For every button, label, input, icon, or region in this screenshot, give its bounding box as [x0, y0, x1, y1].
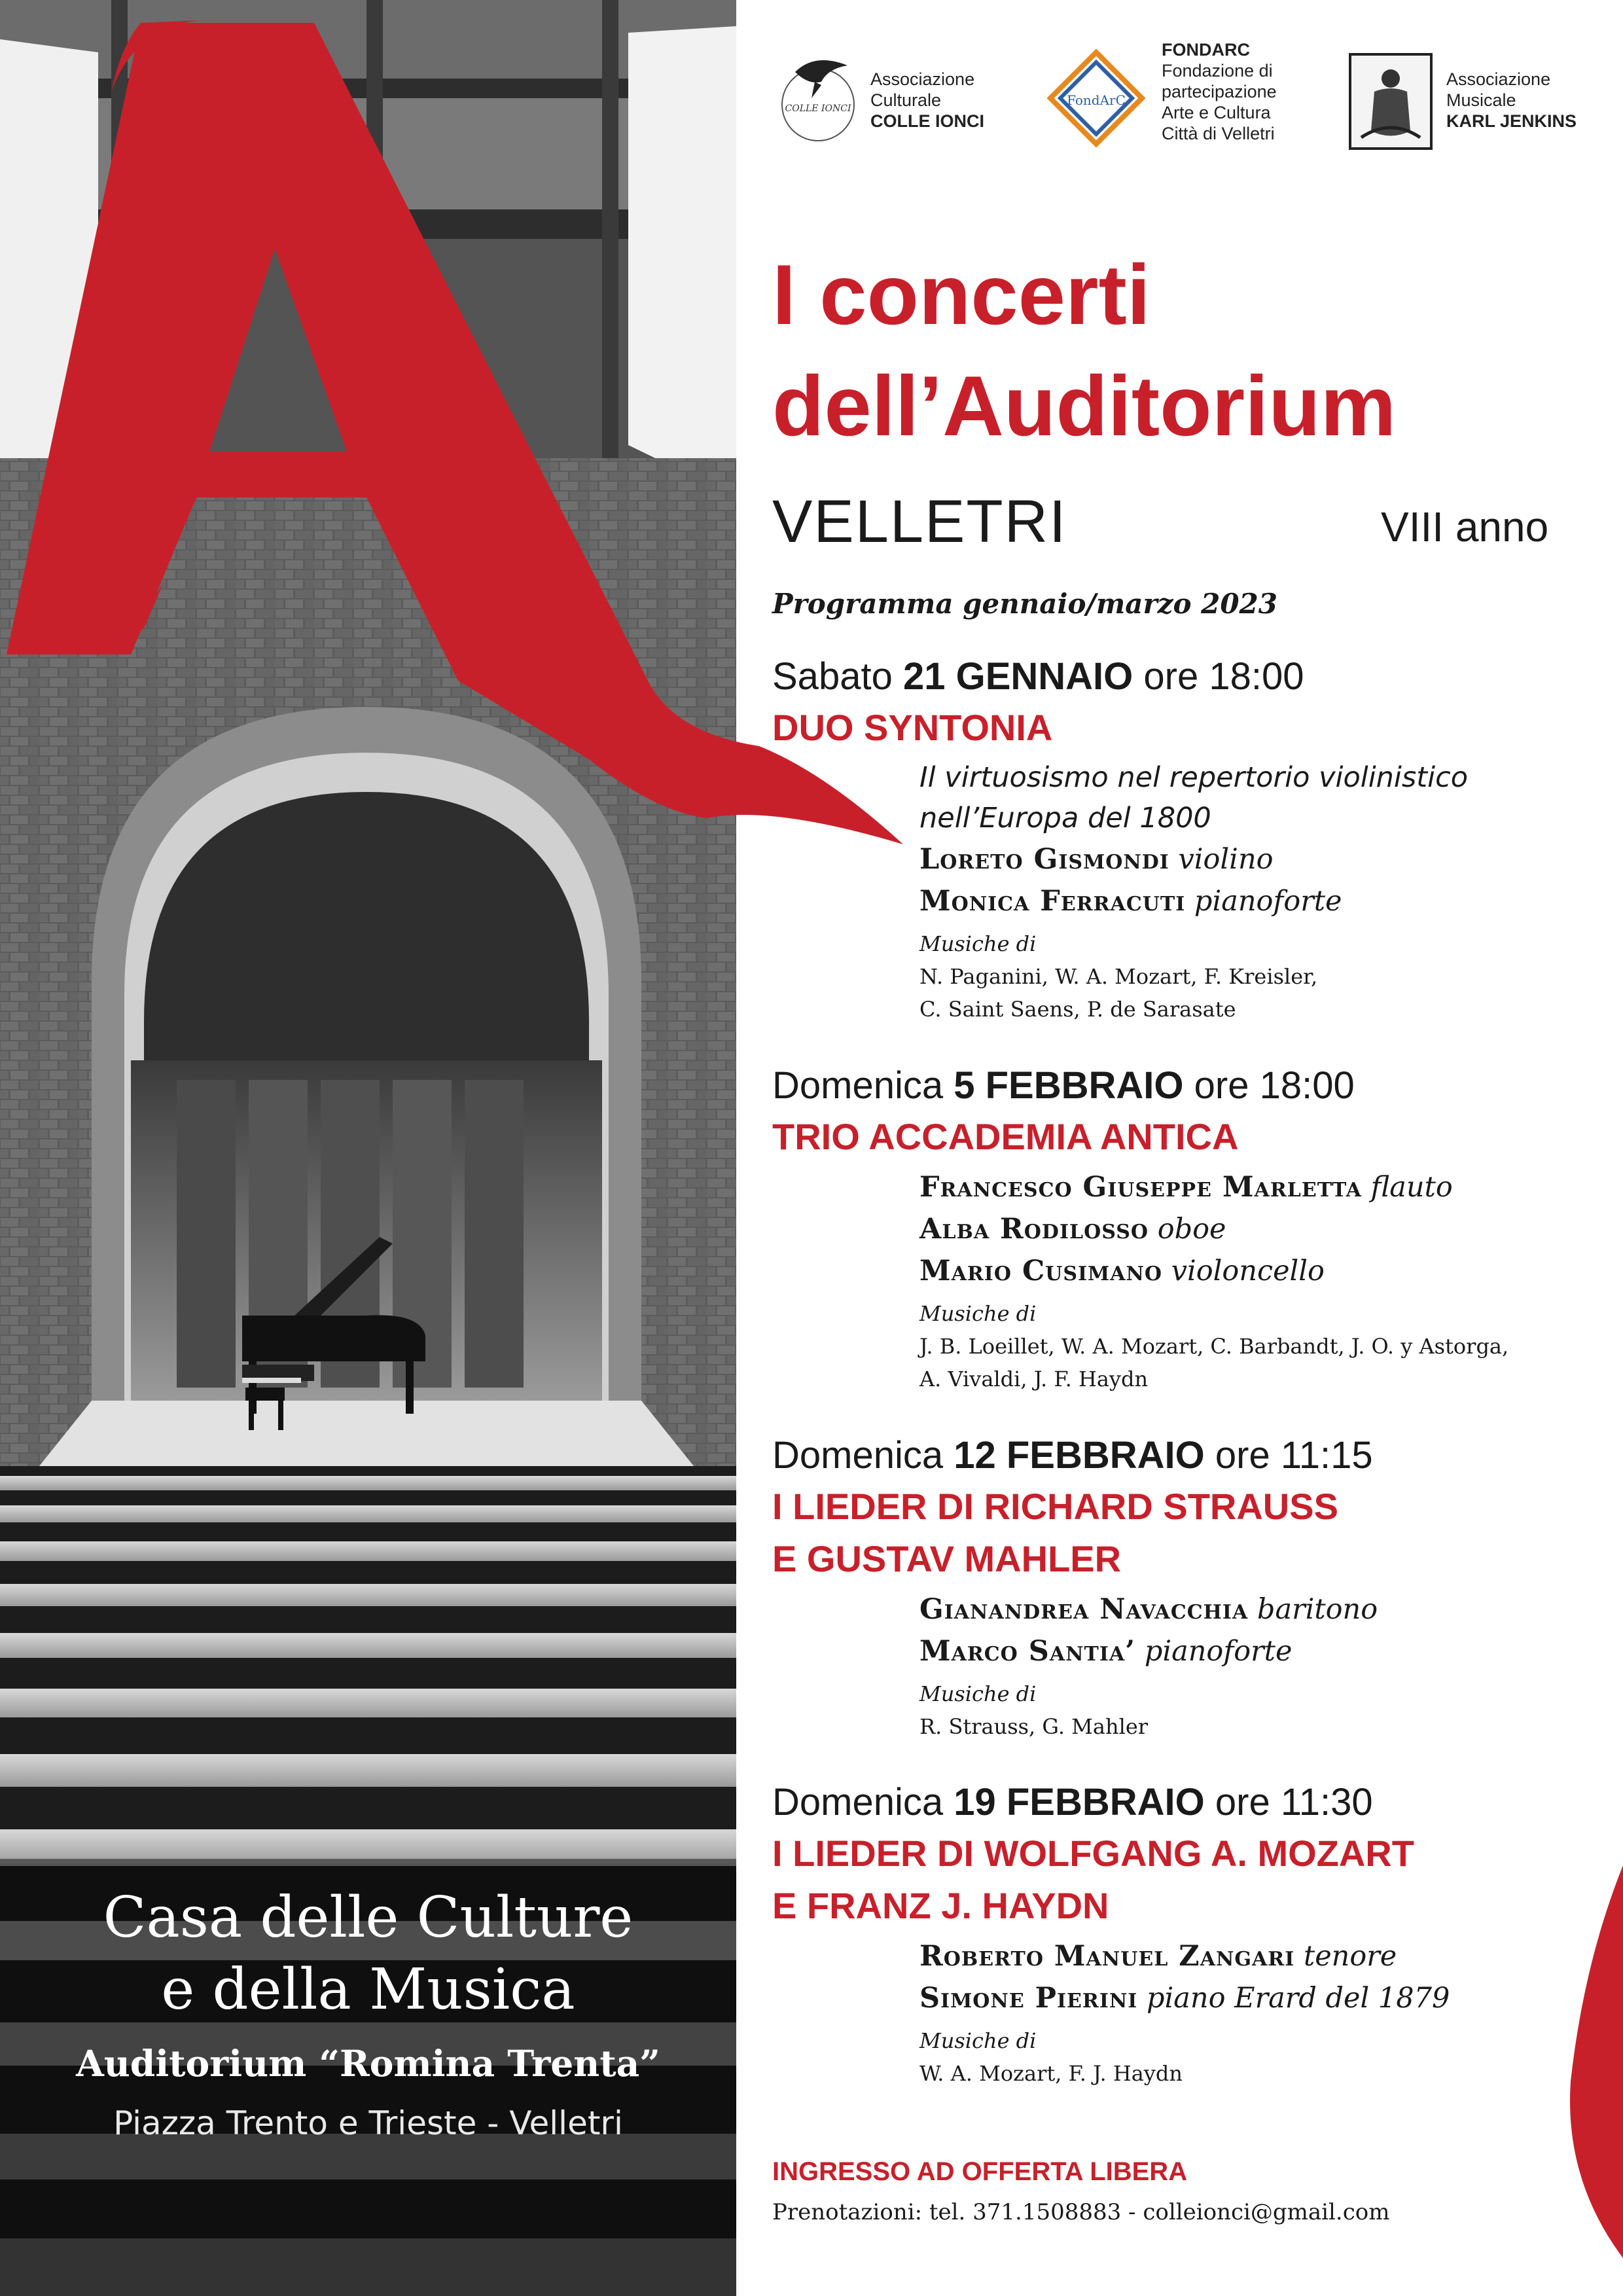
- title-line1: I concerti: [772, 247, 1150, 342]
- event-subtitle: Il virtuosismo nel repertorio violinistico nell’Europa del 1800: [919, 761, 1469, 834]
- event-ensemble: I LIEDER DI RICHARD STRAUSS: [772, 1486, 1338, 1527]
- logo-karl-jenkins-text: Associazione Musicale KARL JENKINS: [1446, 69, 1577, 131]
- event-1: [772, 655, 1468, 1026]
- red-swoosh-decoration: [1558, 1865, 1623, 2258]
- music-label: Musiche di: [919, 931, 1037, 956]
- engraving-emblem-icon: [1348, 52, 1433, 151]
- composers: W. A. Mozart, F. J. Haydn: [919, 2061, 1183, 2086]
- event-ensemble: DUO SYNTONIA: [772, 707, 1053, 748]
- event-4: [772, 1780, 1450, 2090]
- performer: Roberto Manuel Zangari tenore: [919, 1940, 1397, 1973]
- performer: Gianandrea Navacchia baritono: [919, 1593, 1378, 1626]
- event-date: Sabato 21 GENNAIO ore 18:00: [772, 655, 1304, 698]
- event-ensemble: E GUSTAV MAHLER: [772, 1538, 1122, 1579]
- venue-auditorium: Auditorium “Romina Trenta”: [76, 2042, 660, 2085]
- svg-text:FondArC: FondArC: [1067, 92, 1126, 108]
- performer: Alba Rodilosso oboe: [919, 1213, 1226, 1246]
- venue-address: Piazza Trento e Trieste - Velletri: [113, 2104, 623, 2142]
- performer: Simone Pierini piano Erard del 1879: [919, 1982, 1450, 2015]
- event-date: Domenica 12 FEBBRAIO ore 11:15: [772, 1434, 1373, 1477]
- bird-emblem-icon: [776, 46, 861, 144]
- event-ensemble: TRIO ACCADEMIA ANTICA: [772, 1116, 1239, 1157]
- event-date: Domenica 19 FEBBRAIO ore 11:30: [772, 1781, 1373, 1823]
- city-name: VELLETRI: [772, 488, 1067, 555]
- event-date: Domenica 5 FEBBRAIO ore 18:00: [772, 1064, 1355, 1107]
- diamond-emblem-icon: [1047, 49, 1145, 147]
- performer: Loreto Gismondi violino: [919, 843, 1274, 876]
- music-label: Musiche di: [919, 1301, 1037, 1326]
- performer: Marco Santia’ pianoforte: [919, 1635, 1293, 1668]
- composers: R. Strauss, G. Mahler: [919, 1714, 1149, 1739]
- event-3: [772, 1433, 1378, 1743]
- event-2: [772, 1064, 1508, 1395]
- performer: Mario Cusimano violoncello: [919, 1255, 1325, 1287]
- performer: Francesco Giuseppe Marletta flauto: [919, 1171, 1453, 1204]
- logo-fondarc-text: FONDARC Fondazione di partecipazione Arte e Cultura Città di Velletri: [1162, 40, 1277, 143]
- composers: C. Saint Saens, P. de Sarasate: [919, 997, 1236, 1022]
- event-ensemble: E FRANZ J. HAYDN: [772, 1885, 1109, 1926]
- title-line2: dell’Auditorium: [772, 358, 1397, 454]
- svg-text:COLLE IONCI: COLLE IONCI: [785, 103, 851, 114]
- booking-info: Prenotazioni: tel. 371.1508883 - colleionci@gmail.com: [772, 2199, 1390, 2225]
- logo-colle-ionci-text: Associazione Culturale COLLE IONCI: [870, 69, 984, 131]
- edition-label: VIII anno: [1381, 503, 1549, 550]
- event-ensemble: I LIEDER DI WOLFGANG A. MOZART: [772, 1833, 1414, 1874]
- composers: N. Paganini, W. A. Mozart, F. Kreisler,: [919, 964, 1318, 989]
- venue-name-line1: Casa delle Culture: [103, 1885, 633, 1950]
- entry-notice: INGRESSO AD OFFERTA LIBERA: [772, 2157, 1188, 2186]
- composers: A. Vivaldi, J. F. Haydn: [919, 1367, 1149, 1391]
- composers: J. B. Loeillet, W. A. Mozart, C. Barbandt, J. O. y Astorga,: [919, 1334, 1509, 1359]
- music-label: Musiche di: [919, 2028, 1037, 2053]
- performer: Monica Ferracuti pianoforte: [919, 885, 1342, 918]
- program-period: Programma gennaio/marzo 2023: [772, 588, 1277, 620]
- venue-name-line2: e della Musica: [161, 1957, 575, 2022]
- music-label: Musiche di: [919, 1681, 1037, 1706]
